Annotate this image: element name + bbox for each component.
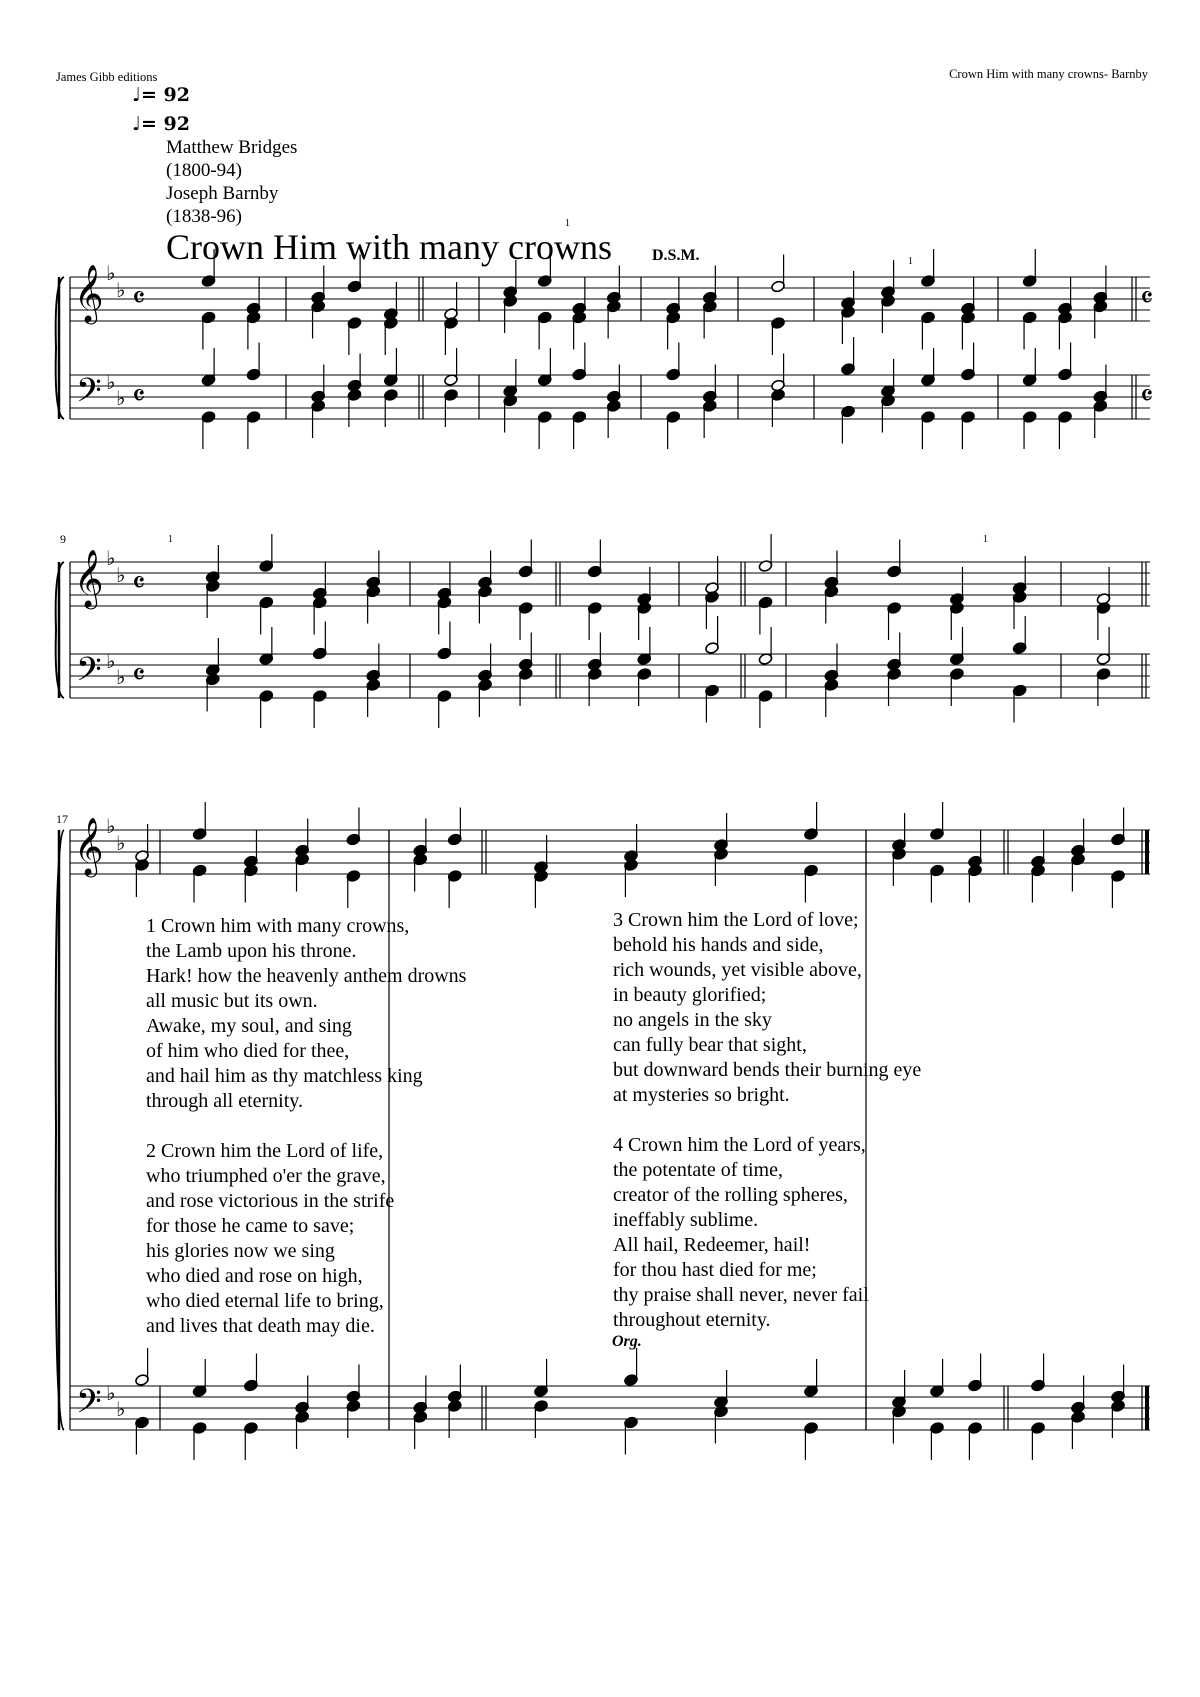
- fingering-mark: 1: [908, 256, 913, 267]
- staff-system: [56, 802, 1150, 1460]
- verse-line: throughout eternity.: [613, 1309, 771, 1331]
- flat-icon: ♭: [106, 370, 116, 394]
- common-time-icon: 𝄴: [132, 379, 146, 414]
- bass-clef-icon: 𝄢: [76, 651, 102, 697]
- verse-line: of him who died for thee,: [146, 1040, 350, 1062]
- verse-2: [146, 1139, 394, 1339]
- verse-line: and rose victorious in the strife: [146, 1190, 395, 1212]
- bar-number: 9: [60, 532, 66, 546]
- flat-icon: ♭: [116, 1397, 126, 1421]
- verse-line: creator of the rolling spheres,: [613, 1184, 848, 1206]
- verse-line: who triumphed o'er the grave,: [146, 1165, 386, 1187]
- verse-line: and hail him as thy matchless king: [146, 1065, 423, 1087]
- tempo-mark-1: ♩= 92: [132, 84, 190, 106]
- verse-line: through all eternity.: [146, 1090, 303, 1112]
- verse-line: All hail, Redeemer, hail!: [613, 1234, 811, 1256]
- verse-line: 3 Crown him the Lord of love;: [613, 909, 859, 931]
- tempo-mark-2: ♩= 92: [132, 113, 190, 135]
- verse-line: his glories now we sing: [146, 1240, 335, 1262]
- verse-line: the potentate of time,: [613, 1159, 783, 1181]
- bass-clef-icon: 𝄢: [76, 1383, 102, 1429]
- verse-line: who died and rose on high,: [146, 1265, 363, 1287]
- quarter-note-icon: ♩: [132, 113, 141, 135]
- common-time-icon: 𝄴: [1140, 281, 1154, 316]
- common-time-icon: 𝄴: [132, 566, 146, 601]
- verse-line: 2 Crown him the Lord of life,: [146, 1140, 384, 1162]
- verse-line: ineffably sublime.: [613, 1209, 759, 1231]
- treble-clef-icon: 𝄞: [74, 549, 104, 607]
- lyricist-dates: (1800-94): [166, 160, 242, 181]
- composer-dates: (1838-96): [166, 206, 242, 227]
- verse-3: [613, 908, 921, 1108]
- flat-icon: ♭: [106, 261, 116, 285]
- quarter-note-icon: ♩: [132, 84, 141, 106]
- dsm-marking: D.S.M.: [652, 247, 700, 264]
- verse-line: thy praise shall never, never fail: [613, 1284, 869, 1306]
- flat-icon: ♭: [106, 649, 116, 673]
- common-time-icon: 𝄴: [1140, 379, 1154, 414]
- flat-icon: ♭: [106, 814, 116, 838]
- staff-system: [56, 534, 1150, 728]
- verse-line: the Lamb upon his throne.: [146, 940, 357, 962]
- fingering-mark: 1: [168, 534, 173, 545]
- staff-system: [56, 249, 1154, 449]
- common-time-icon: 𝄴: [132, 658, 146, 693]
- fingering-mark: 1: [983, 534, 988, 545]
- verse-line: rich wounds, yet visible above,: [613, 959, 862, 981]
- bass-clef-icon: 𝄢: [76, 372, 102, 418]
- verse-line: Awake, my soul, and sing: [146, 1015, 352, 1037]
- verse-line: 1 Crown him with many crowns,: [146, 915, 410, 937]
- flat-icon: ♭: [106, 546, 116, 570]
- common-time-icon: 𝄴: [132, 281, 146, 316]
- fingering-mark: 1: [565, 218, 570, 229]
- verse-line: all music but its own.: [146, 990, 318, 1012]
- verse-line: 4 Crown him the Lord of years,: [613, 1134, 866, 1156]
- verse-line: for thou hast died for me;: [613, 1259, 817, 1281]
- final-barline: [1145, 830, 1149, 874]
- lyricist-name: Matthew Bridges: [166, 137, 298, 158]
- verse-line: who died eternal life to bring,: [146, 1290, 384, 1312]
- flat-icon: ♭: [116, 831, 126, 855]
- verse-line: Hark! how the heavenly anthem drowns: [146, 965, 467, 987]
- final-barline: [1145, 1386, 1149, 1430]
- verse-1: [146, 914, 466, 1114]
- bar-number: 17: [56, 812, 68, 826]
- flat-icon: ♭: [116, 386, 126, 410]
- treble-clef-icon: 𝄞: [74, 264, 104, 322]
- treble-clef-icon: 𝄞: [74, 817, 104, 875]
- verse-line: and lives that death may die.: [146, 1315, 375, 1337]
- running-title: Crown Him with many crowns- Barnby: [949, 67, 1148, 81]
- page-title: Crown Him with many crowns: [166, 227, 612, 267]
- verse-line: but downward bends their burning eye: [613, 1059, 922, 1081]
- flat-icon: ♭: [116, 665, 126, 689]
- publisher-credit: James Gibb editions: [56, 70, 158, 84]
- verse-line: in beauty glorified;: [613, 984, 767, 1006]
- verse-line: at mysteries so bright.: [613, 1084, 790, 1106]
- verse-line: can fully bear that sight,: [613, 1034, 807, 1056]
- verse-4: [613, 1133, 869, 1333]
- verse-line: for those he came to save;: [146, 1215, 355, 1237]
- verse-line: behold his hands and side,: [613, 934, 824, 956]
- flat-icon: ♭: [106, 1381, 116, 1405]
- verse-line: no angels in the sky: [613, 1009, 772, 1031]
- composer-name: Joseph Barnby: [166, 183, 279, 204]
- flat-icon: ♭: [116, 278, 126, 302]
- organ-marking: Org.: [612, 1333, 642, 1350]
- flat-icon: ♭: [116, 563, 126, 587]
